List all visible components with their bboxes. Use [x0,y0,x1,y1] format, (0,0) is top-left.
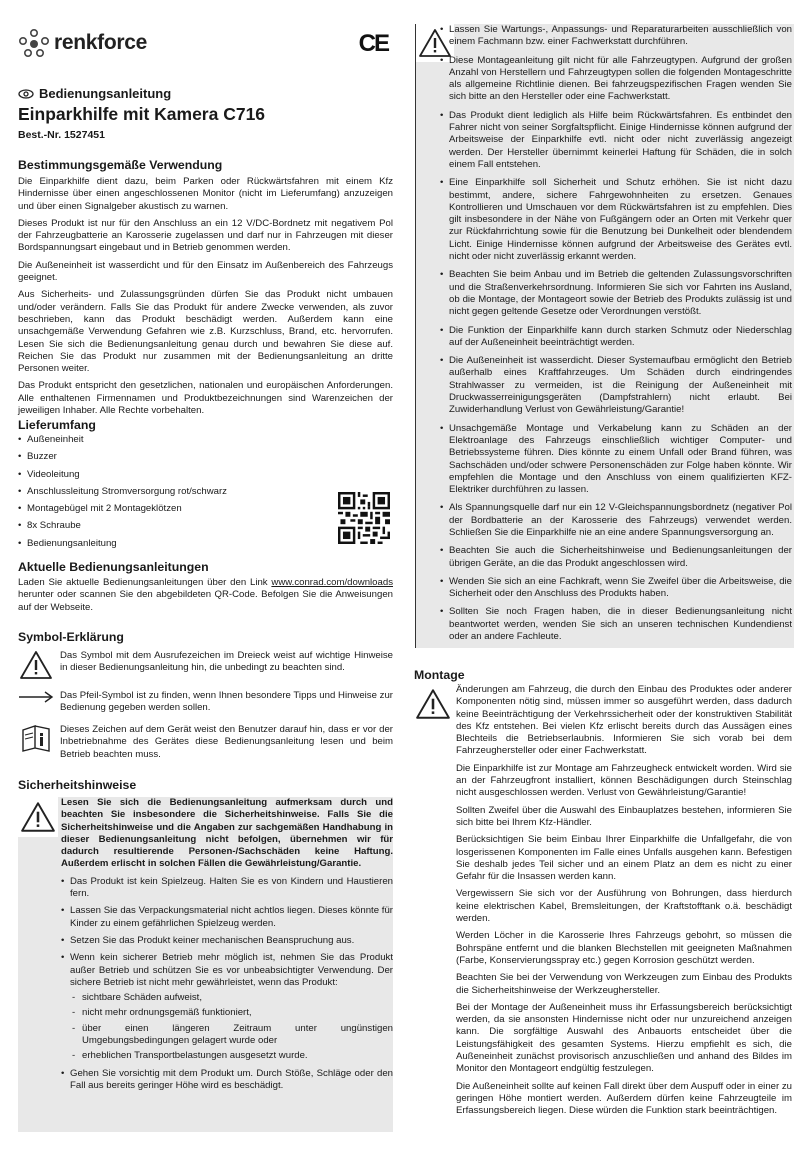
paragraph: Beachten Sie bei der Verwendung von Werkzeugen zum Einbau des Produkts die Sicherheitshinweise der Werkzeughersteller. [456,972,792,996]
list-item: • Die Funktion der Einparkhilfe kann durch starken Schmutz oder Niederschlag auf der Außeneinheit beeinträchtigt werden. [440,325,792,350]
paragraph: Werden Löcher in die Karosserie Ihres Fahrzeugs gebohrt, so müssen die Bohrspäne entfernt und die blanken Blechstellen mit geeigneten Maßnahmen (Farbe, Konservierungsspray etc.) gegen Korrosion geschützt werden. [456,930,792,966]
list-item: • Eine Einparkhilfe soll Sicherheit und Schutz erhöhen. Sie ist nicht dazu bestimmt, andere, sichere Fahrgewohnheiten zu ersetzen. Genaues Kontrollieren und Umschauen vor dem Rückwärtsfahren ist zu empfehlen. Dies gilt insbesondere in der Nähe von Fußgängern oder an Orten mit Verkehr quer zur Rückfahrrichtung sowie für die Benutzung bei Dunkelheit oder blendendem Licht. Einige Hindernisse können aufgrund der Arbeitsweise des Gerätes evtl. nicht oder nicht zuverlässig erkannt werden. [440,177,792,263]
paragraph: Die Außeneinheit ist wasserdicht und für den Einsatz im Außenbereich des Fahrzeugs geeignet. [18,259,393,284]
warning-triangle-icon [18,650,54,680]
brand-logo [18,28,147,58]
symbol-description: Dieses Zeichen auf dem Gerät weist den Benutzer darauf hin, dass er vor der Inbetriebnahme des Gerätes diese Bedienungsanleitung lesen und beim Betrieb beachten muss. [60,724,393,760]
heading-current-manuals: Aktuelle Bedienungsanleitungen [18,560,209,574]
qr-code-icon[interactable] [338,492,390,544]
list-item: • Unsachgemäße Montage und Verkabelung kann zu Schäden an der Elektroanlage des Fahrzeugs einschließlich wichtiger Computer- und Betriebssysteme führen. Dies könnte zu einem Unfall oder Brand führen, was Sachschäden und/oder schwere Personenschäden zur Folge haben könnte. Wir empfehlen die Montage und den Anschluss von einem qualifizierten KFZ-Elektriker durchführen zu lassen. [440,423,792,497]
symbol-description: Das Symbol mit dem Ausrufezeichen im Dreieck weist auf wichtige Hinweise in dieser Bedienungsanleitung hin, die unbedingt zu beachten sind. [60,650,393,674]
scope-list [18,434,318,555]
paragraph: Die Außeneinheit sollte auf keinen Fall direkt über dem Auspuff oder in einer zu geringen Höhe montiert werden. Außerdem dürfen keine Fahrzeugteile im Erfassungsbereich liegen. Diese würden die Funktion stark beeinträchtigen. [456,1080,792,1117]
manual-label: Bedienungsanleitung [18,86,171,101]
heading-safety: Sicherheitshinweise [18,778,137,792]
list-item: • Anschlussleitung Stromversorgung rot/schwarz [18,486,318,498]
list-item: • Gehen Sie vorsichtig mit dem Produkt um. Durch Stöße, Schläge oder den Fall aus bereits geringer Höhe wird es beschädigt. [61,1068,393,1093]
paragraph: Sollten Zweifel über die Auswahl des Einbauplatzes bestehen, informieren Sie sich bitte bei Ihrem Kfz-Händler. [456,804,792,828]
symbol-row-manual [18,724,393,768]
list-item: • Wenden Sie sich an eine Fachkraft, wenn Sie Zweifel über die Arbeitsweise, die Sicherheit oder den Anschluss des Produkts haben. [440,576,792,601]
document-title: Einparkhilfe mit Kamera C716 [18,104,266,124]
warning-triangle-icon [20,801,56,833]
symbol-description: Das Pfeil-Symbol ist zu finden, wenn Ihnen besondere Tipps und Hinweise zur Bedienung gegeben werden sollen. [60,690,393,714]
list-item: • 8x Schraube [18,520,318,532]
list-item: • Videoleitung [18,469,318,481]
warning-triangle-icon [415,686,451,722]
list-item: • Das Produkt ist kein Spielzeug. Halten Sie es von Kindern und Haustieren fern. [61,876,393,901]
manual-info-icon [18,724,54,752]
symbol-row-arrow [18,690,393,720]
heading-montage: Montage [414,668,465,682]
list-item: • Außeneinheit [18,434,318,446]
paragraph: Vergewissern Sie sich vor der Ausführung von Bohrungen, dass hierdurch keine elektrischen Kabel, Bremsleitungen, der Kraftstofftank o.ä. beschädigt werden. [456,888,792,925]
montage-body [456,684,792,1123]
eye-icon [18,89,34,99]
list-item: • Als Spannungsquelle darf nur ein 12 V-Gleichspannungsbordnetz (negativer Pol der Bordbatterie an der Karosserie des Fahrzeugs) verwendet werden. Schließen Sie die Einparkhilfe nie an eine andere Spannungsversorgung an. [440,502,792,539]
list-item: • Lassen Sie Wartungs-, Anpassungs- und Reparaturarbeiten ausschließlich von einem Fachmann bzw. einer Fachwerkstatt durchführen. [440,24,792,49]
ce-mark: CE [358,30,388,57]
list-item: • Diese Montageanleitung gilt nicht für alle Fahrzeugtypen. Aufgrund der großen Anzahl von Herstellern und Fahrzeugtypen sollen die folgenden Montageschritte als allgemeine Richtlinie dienen. Bei fahrzeugspezifischen Fragen wenden Sie sich bitte an den Hersteller oder eine Fachwerkstatt. [440,55,792,104]
symbol-row-warning [18,650,393,686]
paragraph: Die Einparkhilfe dient dazu, beim Parken oder Rückwärtsfahren mit einem Kfz Hindernisse über einen angeschlossenen Monitor (nicht im Lieferumfang) anzuzeigen und über einen Signalgeber akustisch zu warnen. [18,176,393,212]
downloads-link[interactable]: www.conrad.com/downloads [271,577,393,588]
list-item: • Bedienungsanleitung [18,538,318,550]
paragraph: Die Einparkhilfe ist zur Montage am Fahrzeugheck entwickelt worden. Wird sie an der Fahrzeugfront installiert, können Beschädigungen durch Steinschlag nicht ausgeschlossen werden. Verlust von Gewährleistung/Garantie! [456,762,792,799]
paragraph: Berücksichtigen Sie beim Einbau Ihrer Einparkhilfe die Unfallgefahr, die von losgerissenen Komponenten im Falle eines Unfalls ausgehen kann. Befestigen Sie deshalb jedes Teil sicher und an einem Platz an dem es nicht zu einer Gefahr für die Insassen werden kann. [456,834,792,883]
list-item: • Montagebügel mit 2 Montageklötzen [18,503,318,515]
list-item: • Das Produkt dient lediglich als Hilfe beim Rückwärtsfahren. Es entbindet den Fahrer nicht von seiner Sorgfaltspflicht. Einige Hindernisse können aufgrund der Arbeitsweise der Einparkhilfe evtl. nicht oder nicht zuverlässig angezeigt werden. Der Hersteller übernimmt keinerlei Haftung für Schäden, die in solch einem Fall entstehen. [440,110,792,171]
list-item: • Beachten Sie auch die Sicherheitshinweise und Bedienungsanleitungen der übrigen Geräte, an die das Produkt angeschlossen wird. [440,545,792,570]
paragraph: Änderungen am Fahrzeug, die durch den Einbau des Produktes oder anderer Komponenten nötig sind, müssen immer so ausgeführt werden, dass dadurch keine Beeinträchtigung der Verkehrssicherheit oder der konstruktiven Stabilität des Kfz entstehen. Bei vielen Kfz erlischt bereits durch das Aussägen eines Blechteils die Betriebserlaubnis. Informieren Sie sich vorab bei dem Fahrzeughersteller oder einer Fachwerkstatt. [456,684,792,757]
intended-use-body [18,176,393,422]
safety-body [61,797,393,1097]
current-manuals-body [18,577,393,619]
paragraph: Das Produkt entspricht den gesetzlichen, nationalen und europäischen Anforderungen. Alle enthaltenen Firmennamen und Produktbezeichnungen sind Warenzeichen der jeweiligen Inhaber. Alle Rechte vorbehalten. [18,380,393,417]
paragraph: Dieses Produkt ist nur für den Anschluss an ein 12 V/DC-Bordnetz mit negativem Pol der Fahrzeugbatterie an Karosserie zugelassen und darf nur in Fahrzeugen mit dieser Bordspannungsart eingebaut und in Betrieb genommen werden. [18,217,393,254]
brand-name: renkforce [54,31,148,54]
paragraph: Laden Sie aktuelle Bedienungsanleitungen über den Link www.conrad.com/downloads herunter oder scannen Sie den abgebildeten QR-Code. Befolgen Sie die Anweisungen auf der Webseite. [18,577,393,613]
list-item: • Buzzer [18,451,318,463]
article-number: Best.-Nr. 1527451 [18,129,105,141]
list-item: • Sollten Sie noch Fragen haben, die in dieser Bedienungsanleitung nicht beantwortet werden, wenden Sie sich an unseren technischen Kundendienst oder an andere Fachleute. [440,606,792,643]
sub-list-item: - sichtbare Schäden aufweist, [70,992,393,1004]
heading-scope: Lieferumfang [18,418,96,432]
renkforce-logo-icon [18,28,50,58]
safety-intro: Lesen Sie sich die Bedienungsanleitung aufmerksam durch und beachten Sie insbesondere die Sicherheitshinweise. Falls Sie die Sicherheitshinweise und die Angaben zur sachgemäßen Handhabung in dieser Bedienungsanleitung nicht befolgen, übernehmen wir für dadurch resultierende Personen-/Sachschäden keine Haftung. Außerdem erlischt in solchen Fällen die Gewährleistung/Garantie. [61,797,393,870]
sub-list-item: - nicht mehr ordnungsgemäß funktioniert, [70,1007,393,1019]
list-item: • Die Außeneinheit ist wasserdicht. Dieser Systemaufbau ermöglicht den Betrieb außerhalb eines Kraftfahrzeuges. Um Schäden durch eindringendes Strahlwasser zu vermeiden, ist die Reinigung der Außeneinheit mit Druckwasserreinigungsgeräten (Dampfstrahlern) nicht erlaubt. Bei Zuwiderhandlung Verlust von Gewährleistung/Garantie! [440,355,792,416]
list-item: • Setzen Sie das Produkt keiner mechanischen Beanspruchung aus. [61,935,393,947]
heading-symbols: Symbol-Erklärung [18,630,124,644]
list-item: • Wenn kein sicherer Betrieb mehr möglich ist, nehmen Sie das Produkt außer Betrieb und schützen Sie es vor unbeabsichtigter Verwendung. Der sichere Betrieb ist nicht mehr gewährleistet, wenn das Produkt: - sichtbare Schäden aufweist, - nicht mehr ordnungsgemäß funktioniert, - über einen längeren Zeitraum unter ungünstigen Umgebungsbedingungen gelagert wurde oder - erheblichen Transportbelastungen ausgesetzt wurde. [61,952,393,1062]
list-item: • Beachten Sie beim Anbau und im Betrieb die geltenden Zulassungsvorschriften und die Straßenverkehrsordnung. Informieren Sie sich vor Fahrten ins Ausland, ob die Montage, der Montageort sowie der Betrieb des Produkts zulässig ist und nicht gegen geltende Gesetze oder Verordnungen verstößt. [440,269,792,318]
sub-list-item: - über einen längeren Zeitraum unter ungünstigen Umgebungsbedingungen gelagert wurde oder [70,1023,393,1048]
sub-list-item: - erheblichen Transportbelastungen ausgesetzt wurde. [70,1050,393,1062]
paragraph: Aus Sicherheits- und Zulassungsgründen dürfen Sie das Produkt nicht umbauen und/oder verändern. Falls Sie das Produkt für andere Zwecke verwenden, als zuvor beschrieben, kann das Produkt beschädigt werden. Außerdem kann eine unsachgemäße Verwendung Gefahren wie z.B. Kurzschluss, Brand, etc. hervorrufen. Lesen Sie sich die Bedienungsanleitung genau durch und bewahren Sie diese auf. Reichen Sie das Produkt nur zusammen mit der Bedienungsanleitung an dritte Personen weiter. [18,289,393,375]
safety-list-continued [440,24,792,649]
arrow-right-icon [18,690,54,704]
paragraph: Bei der Montage der Außeneinheit muss ihr Erfassungsbereich berücksichtigt werden, da sie ansonsten Hindernisse nicht oder nur unzureichend anzeigen kann. Die sorgfältige Auswahl des Anbauorts entscheidet über die Leistungsfähigkeit des gesamten Systems. Hierzu empfiehlt es sich, die Außeneinheit zunächst provisorisch anzuschließen und anhand des Bildes im Monitor den Montageort endgültig festzulegen. [456,1001,792,1075]
page-header [18,28,388,58]
list-item: • Lassen Sie das Verpackungsmaterial nicht achtlos liegen. Dieses könnte für Kinder zu einem gefährlichen Spielzeug werden. [61,905,393,930]
heading-intended-use: Bestimmungsgemäße Verwendung [18,158,223,172]
